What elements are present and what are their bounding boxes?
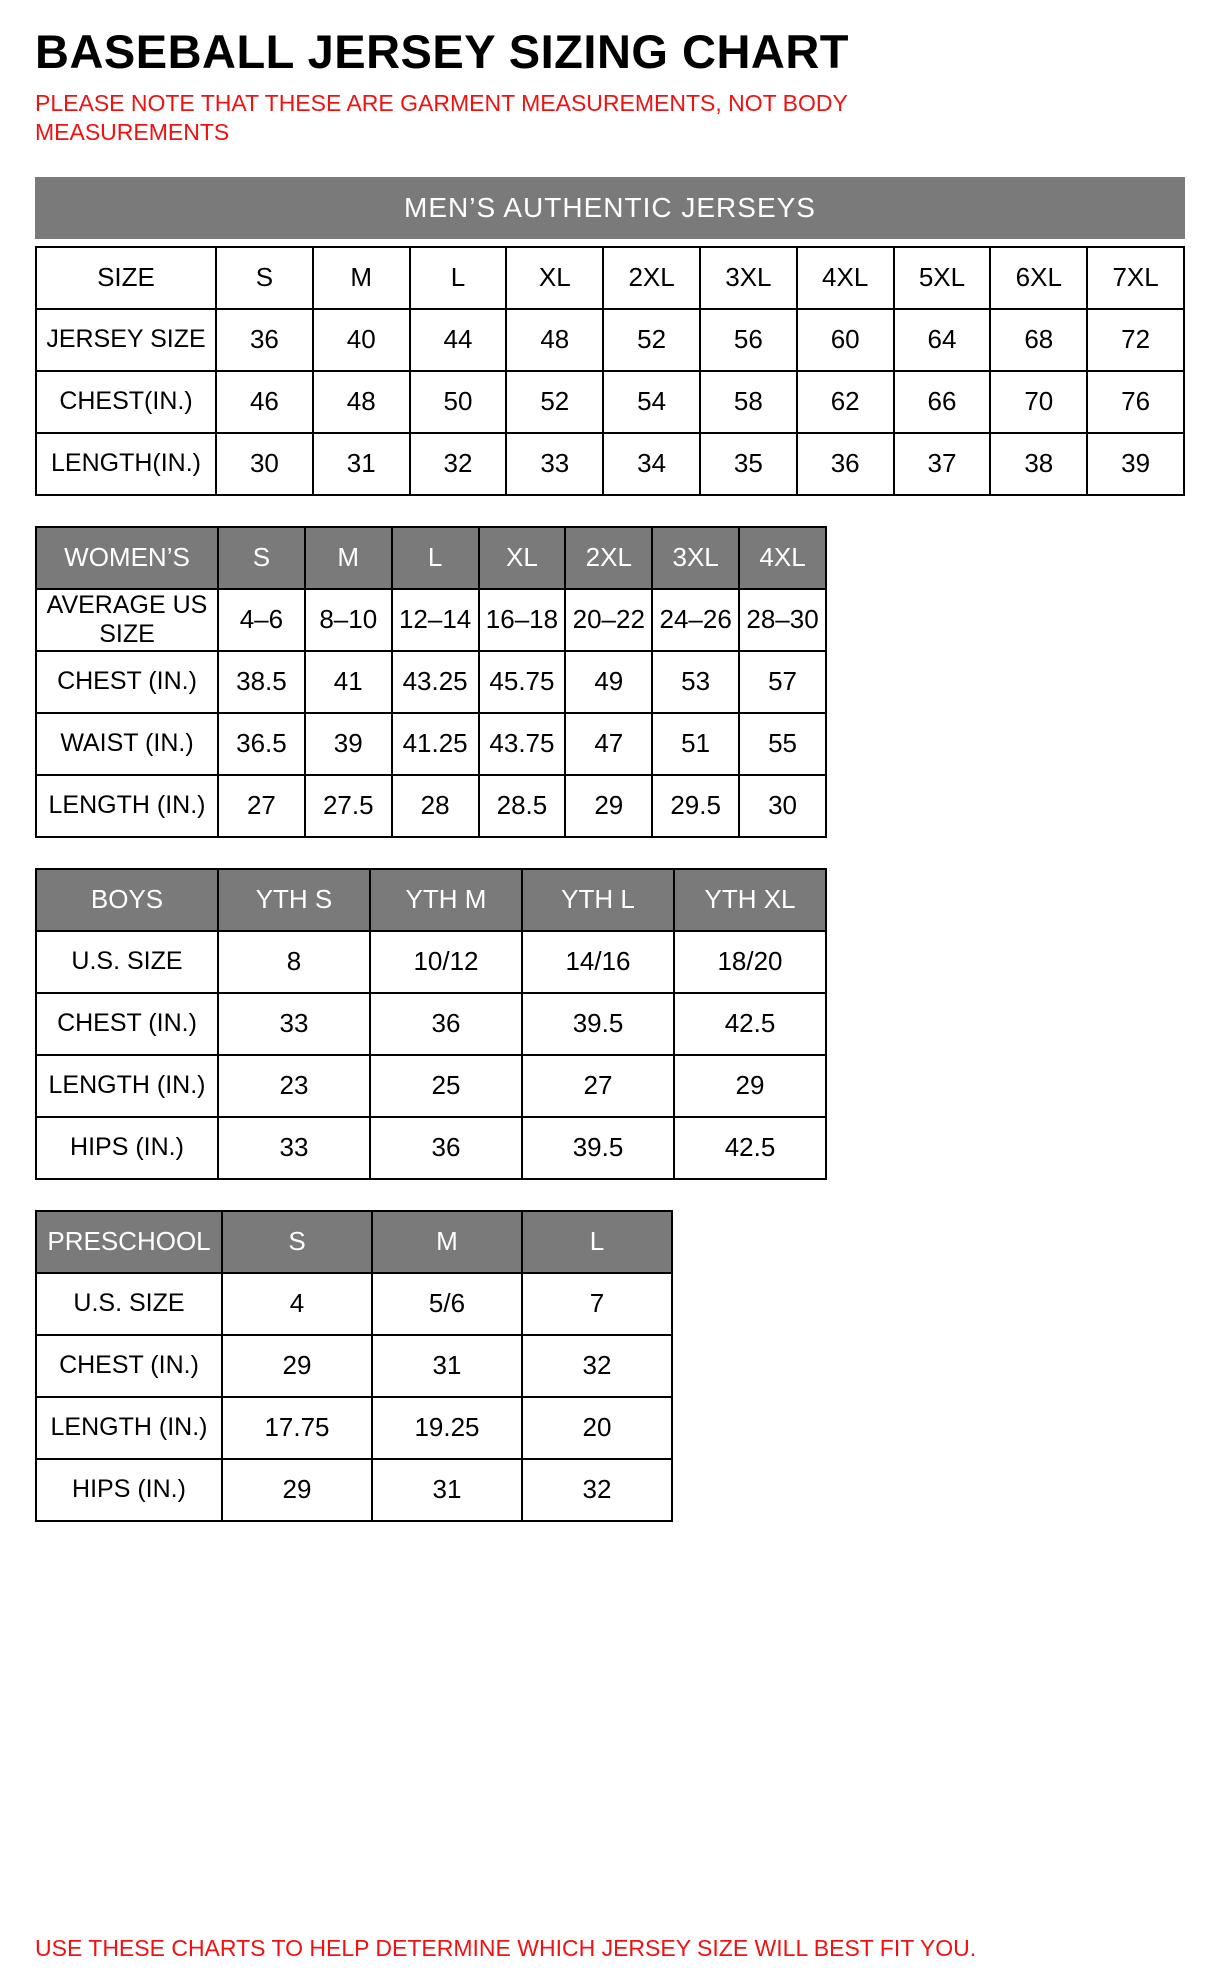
header-cell: YTH XL [674, 869, 826, 931]
header-cell: BOYS [36, 869, 218, 931]
row-label: HIPS (IN.) [36, 1117, 218, 1179]
value-cell: 39 [1087, 433, 1184, 495]
value-cell: 37 [894, 433, 991, 495]
boys-sizing-table [35, 868, 1185, 1180]
header-cell: 2XL [565, 527, 652, 589]
value-cell: 31 [313, 433, 410, 495]
row-label: U.S. SIZE [36, 931, 218, 993]
header-cell: 4XL [797, 247, 894, 309]
header-cell: YTH M [370, 869, 522, 931]
value-cell: 70 [990, 371, 1087, 433]
row-label: CHEST (IN.) [36, 993, 218, 1055]
value-cell: 44 [410, 309, 507, 371]
mens-grid [35, 246, 1185, 496]
womens-sizing-table [35, 526, 1185, 838]
header-cell: 3XL [652, 527, 739, 589]
value-cell: 4–6 [218, 589, 305, 651]
value-cell: 43.75 [479, 713, 566, 775]
value-cell: 25 [370, 1055, 522, 1117]
header-cell: 7XL [1087, 247, 1184, 309]
value-cell: 54 [603, 371, 700, 433]
header-cell: L [410, 247, 507, 309]
value-cell: 8–10 [305, 589, 392, 651]
value-cell: 24–26 [652, 589, 739, 651]
value-cell: 34 [603, 433, 700, 495]
mens-banner: MEN’S AUTHENTIC JERSEYS [35, 177, 1185, 239]
footer-note: USE THESE CHARTS TO HELP DETERMINE WHICH JERSEY SIZE WILL BEST FIT YOU. [35, 1935, 977, 1961]
value-cell: 58 [700, 371, 797, 433]
row-label: CHEST (IN.) [36, 1335, 222, 1397]
value-cell: 23 [218, 1055, 370, 1117]
row-label: LENGTH (IN.) [36, 1055, 218, 1117]
value-cell: 38.5 [218, 651, 305, 713]
value-cell: 55 [739, 713, 826, 775]
value-cell: 36 [370, 993, 522, 1055]
row-label: AVERAGE US SIZE [36, 589, 218, 651]
value-cell: 28–30 [739, 589, 826, 651]
value-cell: 19.25 [372, 1397, 522, 1459]
header-cell: PRESCHOOL [36, 1211, 222, 1273]
value-cell: 36.5 [218, 713, 305, 775]
header-cell: YTH S [218, 869, 370, 931]
value-cell: 31 [372, 1459, 522, 1521]
value-cell: 29.5 [652, 775, 739, 837]
table-row [36, 309, 1184, 371]
value-cell: 52 [603, 309, 700, 371]
table-row [36, 775, 826, 837]
value-cell: 62 [797, 371, 894, 433]
value-cell: 8 [218, 931, 370, 993]
table-row [36, 433, 1184, 495]
table-row [36, 1273, 672, 1335]
value-cell: 41 [305, 651, 392, 713]
value-cell: 29 [222, 1335, 372, 1397]
value-cell: 27.5 [305, 775, 392, 837]
value-cell: 57 [739, 651, 826, 713]
preschool-sizing-table [35, 1210, 1185, 1522]
tables-container [35, 177, 1185, 1522]
header-cell: 2XL [603, 247, 700, 309]
value-cell: 39.5 [522, 993, 674, 1055]
value-cell: 36 [370, 1117, 522, 1179]
header-cell: 4XL [739, 527, 826, 589]
value-cell: 20 [522, 1397, 672, 1459]
value-cell: 29 [674, 1055, 826, 1117]
header-cell: WOMEN’S [36, 527, 218, 589]
preschool-grid [35, 1210, 673, 1522]
header-cell: M [305, 527, 392, 589]
table-row [36, 931, 826, 993]
header-cell: M [313, 247, 410, 309]
header-cell: 6XL [990, 247, 1087, 309]
value-cell: 39 [305, 713, 392, 775]
header-cell: L [392, 527, 479, 589]
header-cell: XL [479, 527, 566, 589]
header-row [36, 869, 826, 931]
row-label: CHEST(IN.) [36, 371, 216, 433]
table-row [36, 1117, 826, 1179]
womens-grid [35, 526, 827, 838]
header-cell: YTH L [522, 869, 674, 931]
value-cell: 50 [410, 371, 507, 433]
value-cell: 28 [392, 775, 479, 837]
value-cell: 16–18 [479, 589, 566, 651]
value-cell: 33 [506, 433, 603, 495]
row-label: U.S. SIZE [36, 1273, 222, 1335]
header-cell: S [216, 247, 313, 309]
header-row [36, 247, 1184, 309]
header-cell: 5XL [894, 247, 991, 309]
value-cell: 20–22 [565, 589, 652, 651]
value-cell: 32 [410, 433, 507, 495]
value-cell: 60 [797, 309, 894, 371]
value-cell: 45.75 [479, 651, 566, 713]
value-cell: 68 [990, 309, 1087, 371]
table-row [36, 1397, 672, 1459]
header-cell: XL [506, 247, 603, 309]
table-row [36, 1459, 672, 1521]
value-cell: 28.5 [479, 775, 566, 837]
row-label: CHEST (IN.) [36, 651, 218, 713]
value-cell: 32 [522, 1335, 672, 1397]
garment-measurements-note: PLEASE NOTE THAT THESE ARE GARMENT MEASUREMENTS, NOT BODY MEASUREMENTS [35, 90, 848, 145]
value-cell: 18/20 [674, 931, 826, 993]
value-cell: 47 [565, 713, 652, 775]
value-cell: 36 [797, 433, 894, 495]
value-cell: 14/16 [522, 931, 674, 993]
value-cell: 5/6 [372, 1273, 522, 1335]
value-cell: 33 [218, 993, 370, 1055]
value-cell: 32 [522, 1459, 672, 1521]
value-cell: 66 [894, 371, 991, 433]
value-cell: 31 [372, 1335, 522, 1397]
value-cell: 39.5 [522, 1117, 674, 1179]
row-label: HIPS (IN.) [36, 1459, 222, 1521]
header-row [36, 527, 826, 589]
header-cell: 3XL [700, 247, 797, 309]
table-row [36, 651, 826, 713]
value-cell: 42.5 [674, 993, 826, 1055]
value-cell: 49 [565, 651, 652, 713]
header-cell: L [522, 1211, 672, 1273]
value-cell: 42.5 [674, 1117, 826, 1179]
table-row [36, 993, 826, 1055]
value-cell: 53 [652, 651, 739, 713]
value-cell: 56 [700, 309, 797, 371]
mens-sizing-table [35, 177, 1185, 496]
value-cell: 40 [313, 309, 410, 371]
table-row [36, 371, 1184, 433]
page-title: BASEBALL JERSEY SIZING CHART [35, 25, 849, 78]
value-cell: 72 [1087, 309, 1184, 371]
value-cell: 76 [1087, 371, 1184, 433]
value-cell: 35 [700, 433, 797, 495]
value-cell: 17.75 [222, 1397, 372, 1459]
header-row [36, 1211, 672, 1273]
value-cell: 36 [216, 309, 313, 371]
table-row [36, 713, 826, 775]
value-cell: 48 [506, 309, 603, 371]
row-label: LENGTH (IN.) [36, 1397, 222, 1459]
value-cell: 7 [522, 1273, 672, 1335]
value-cell: 30 [739, 775, 826, 837]
value-cell: 29 [222, 1459, 372, 1521]
row-label: LENGTH (IN.) [36, 775, 218, 837]
row-label: WAIST (IN.) [36, 713, 218, 775]
header-cell: S [222, 1211, 372, 1273]
value-cell: 27 [218, 775, 305, 837]
value-cell: 30 [216, 433, 313, 495]
header-cell: M [372, 1211, 522, 1273]
value-cell: 46 [216, 371, 313, 433]
value-cell: 38 [990, 433, 1087, 495]
value-cell: 10/12 [370, 931, 522, 993]
table-row [36, 1335, 672, 1397]
value-cell: 48 [313, 371, 410, 433]
value-cell: 12–14 [392, 589, 479, 651]
table-row [36, 589, 826, 651]
value-cell: 41.25 [392, 713, 479, 775]
table-row [36, 1055, 826, 1117]
header-cell: SIZE [36, 247, 216, 309]
value-cell: 33 [218, 1117, 370, 1179]
boys-grid [35, 868, 827, 1180]
row-label: LENGTH(IN.) [36, 433, 216, 495]
value-cell: 52 [506, 371, 603, 433]
header-cell: S [218, 527, 305, 589]
value-cell: 27 [522, 1055, 674, 1117]
value-cell: 51 [652, 713, 739, 775]
value-cell: 43.25 [392, 651, 479, 713]
value-cell: 64 [894, 309, 991, 371]
row-label: JERSEY SIZE [36, 309, 216, 371]
value-cell: 29 [565, 775, 652, 837]
value-cell: 4 [222, 1273, 372, 1335]
